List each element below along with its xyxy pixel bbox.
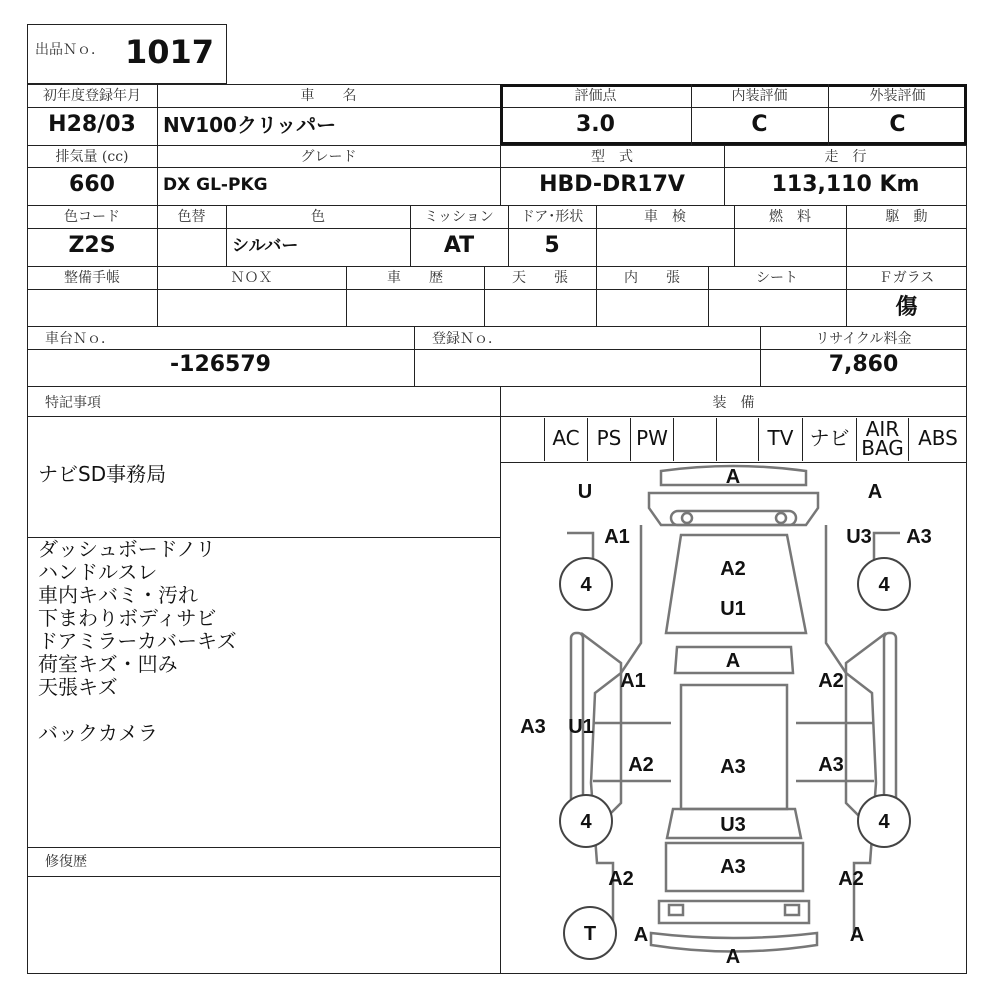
chassis-label: 車台Ｎｏ． — [45, 331, 115, 347]
equipment-item — [500, 418, 544, 461]
mission-label: ミッション — [424, 209, 494, 225]
damage-mark: A — [725, 946, 741, 968]
tire-tread-value: 4 — [580, 574, 592, 596]
door-label: ドア･形状 — [520, 209, 584, 225]
damage-mark: A2 — [608, 868, 634, 890]
year-label: 初年度登録年月 — [43, 88, 141, 104]
nox-label: ＮＯＸ — [230, 270, 273, 286]
year-value: H28/03 — [48, 112, 136, 137]
equipment-item: ナビ — [802, 418, 856, 461]
notes-bottom: ダッシュボードノリ ハンドルスレ 車内キバミ・汚れ 下まわりボディサビ ドアミラーカバーキズ 荷室キズ・凹み 天張キズ バックカメラ — [38, 537, 237, 745]
damage-mark: A — [725, 650, 741, 672]
fglass-label: Ｆガラス — [878, 270, 935, 286]
interior-label: 内装評価 — [731, 88, 788, 104]
model-label: 型 式 — [591, 149, 633, 165]
damage-mark: A1 — [604, 526, 630, 548]
score-value: 3.0 — [576, 112, 615, 137]
exterior-label: 外装評価 — [869, 88, 926, 104]
equipment-item: TV — [758, 418, 802, 461]
damage-mark: A2 — [720, 558, 746, 580]
color-label: 色 — [311, 209, 325, 225]
color-value: シルバー — [232, 236, 299, 256]
equipment-item — [673, 418, 716, 461]
lot-number: 1017 — [125, 33, 215, 71]
damage-mark: A — [867, 481, 883, 503]
damage-mark: U1 — [720, 598, 746, 620]
grade-value: DX GL-PKG — [163, 175, 268, 195]
mileage-label: 走 行 — [824, 149, 867, 165]
name-label: 車 名 — [300, 88, 357, 104]
damage-mark: A — [849, 924, 865, 946]
seat-label: シート — [756, 270, 798, 286]
car-diagram — [501, 463, 966, 973]
name-value: NV100クリッパー — [163, 113, 337, 137]
damage-mark: A — [725, 466, 741, 488]
chassis-value: -126579 — [170, 352, 271, 377]
recycle-label: リサイクル料金 — [815, 331, 912, 347]
color-code-label: 色コード — [64, 209, 120, 225]
reg-label: 登録Ｎｏ． — [432, 331, 502, 347]
tire-tread-value: 4 — [878, 574, 890, 596]
equipment-item: AIR BAG — [856, 418, 908, 461]
drive-label: 駆 動 — [885, 209, 928, 225]
damage-mark: A3 — [720, 856, 746, 878]
equipment-label: 装 備 — [712, 395, 755, 411]
mileage-value: 113,110 Km — [771, 172, 920, 197]
damage-mark: U — [577, 481, 593, 503]
interior-value: C — [751, 112, 768, 137]
recycle-value: 7,860 — [828, 352, 899, 377]
cc-value: 660 — [69, 172, 115, 197]
damage-mark: A2 — [838, 868, 864, 890]
recolor-label: 色替 — [177, 209, 206, 225]
inner-label: 内 張 — [624, 270, 680, 286]
damage-mark: A1 — [620, 670, 646, 692]
equipment-item: AC — [544, 418, 587, 461]
fglass-value: 傷 — [895, 294, 918, 320]
damage-mark: A2 — [818, 670, 844, 692]
score-label: 評価点 — [574, 88, 617, 104]
equipment-item — [716, 418, 758, 461]
damage-mark: A — [633, 924, 649, 946]
damage-mark: A3 — [520, 716, 546, 738]
cc-label: 排気量 (cc) — [55, 149, 129, 165]
tire-tread-value: T — [583, 923, 597, 945]
color-code-value: Z2S — [68, 233, 116, 258]
tire-tread-value: 4 — [580, 811, 592, 833]
lot-label: 出品Ｎｏ． — [35, 42, 105, 58]
repair-label: 修復歴 — [45, 854, 87, 870]
inspection-label: 車 検 — [644, 209, 686, 225]
damage-mark: A3 — [818, 754, 844, 776]
damage-mark: A3 — [720, 756, 746, 778]
model-value: HBD-DR17V — [539, 172, 685, 197]
equipment-item: PW — [630, 418, 673, 461]
equipment-item: ABS — [908, 418, 967, 461]
exterior-value: C — [889, 112, 906, 137]
damage-mark: U3 — [720, 814, 746, 836]
roof-label: 天 張 — [512, 270, 568, 286]
notes-top: ナビSD事務局 — [38, 462, 167, 486]
tire-tread-value: 4 — [878, 811, 890, 833]
damage-mark: U3 — [846, 526, 872, 548]
service-label: 整備手帳 — [64, 270, 120, 286]
damage-mark: A3 — [906, 526, 932, 548]
grade-label: グレード — [300, 149, 357, 165]
notes-label: 特記事項 — [45, 395, 101, 411]
mission-value: AT — [443, 233, 475, 258]
door-value: 5 — [544, 233, 560, 258]
history-label: 車 歴 — [387, 270, 443, 286]
fuel-label: 燃 料 — [769, 209, 811, 225]
damage-mark: A2 — [628, 754, 654, 776]
damage-mark: U1 — [568, 716, 594, 738]
equipment-item: PS — [587, 418, 630, 461]
